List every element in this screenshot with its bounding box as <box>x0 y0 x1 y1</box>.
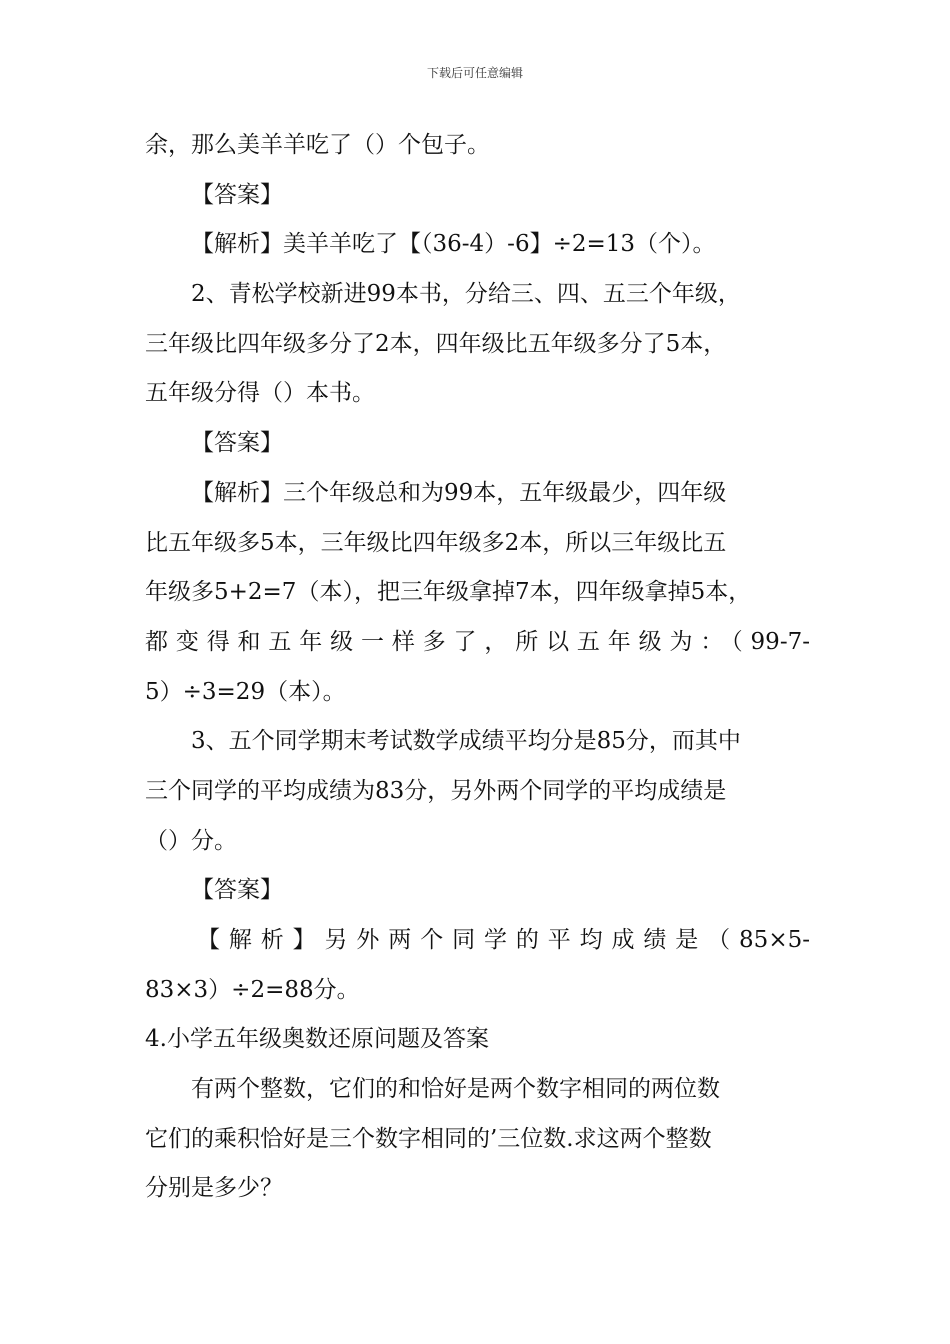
question-3-line: （）分。 <box>145 827 237 854</box>
answer-heading: 【答案】 <box>191 877 283 904</box>
question-3-line: 3、五个同学期末考试数学成绩平均分是85分，而其中 <box>191 728 741 755</box>
answer-heading: 【答案】 <box>191 430 283 457</box>
explanation-line: 【解析】美羊羊吃了【（36-4）-6】÷2=13（个）。 <box>191 231 716 258</box>
explanation-line: 【解析】另外两个同学的平均成绩是（85×5- <box>197 927 810 953</box>
explanation-line: 比五年级多5本，三年级比四年级多2本，所以三年级比五 <box>145 529 727 556</box>
explanation-line: 5）÷3=29（本）。 <box>145 678 346 705</box>
explanation-line: 年级多5+2=7（本），把三年级拿掉7本，四年级拿掉5本， <box>145 579 752 606</box>
question-2-line: 三年级比四年级多分了2本，四年级比五年级多分了5本， <box>145 330 727 357</box>
problem-line: 它们的乘积恰好是三个数字相同的’三位数.求这两个整数 <box>145 1125 712 1152</box>
section-heading: 4.小学五年级奥数还原问题及答案 <box>145 1026 489 1053</box>
explanation-line: 83×3）÷2=88分。 <box>145 976 360 1003</box>
document-body <box>145 130 810 1223</box>
paragraph-line: 余，那么美羊羊吃了（）个包子。 <box>145 132 490 158</box>
page-header: 下载后可任意编辑 <box>426 66 523 80</box>
question-3-line: 三个同学的平均成绩为83分，另外两个同学的平均成绩是 <box>145 777 727 804</box>
question-2-line: 2、青松学校新进99本书，分给三、四、五三个年级， <box>191 281 741 308</box>
answer-heading: 【答案】 <box>191 181 283 208</box>
problem-line: 分别是多少？ <box>145 1175 283 1202</box>
explanation-line: 都变得和五年级一样多了，所以五年级为：（99-7- <box>145 628 810 655</box>
explanation-line: 【解析】三个年级总和为99本，五年级最少，四年级 <box>191 479 727 506</box>
problem-line: 有两个整数，它们的和恰好是两个数字相同的两位数 <box>191 1076 720 1103</box>
question-2-line: 五年级分得（）本书。 <box>145 380 375 407</box>
